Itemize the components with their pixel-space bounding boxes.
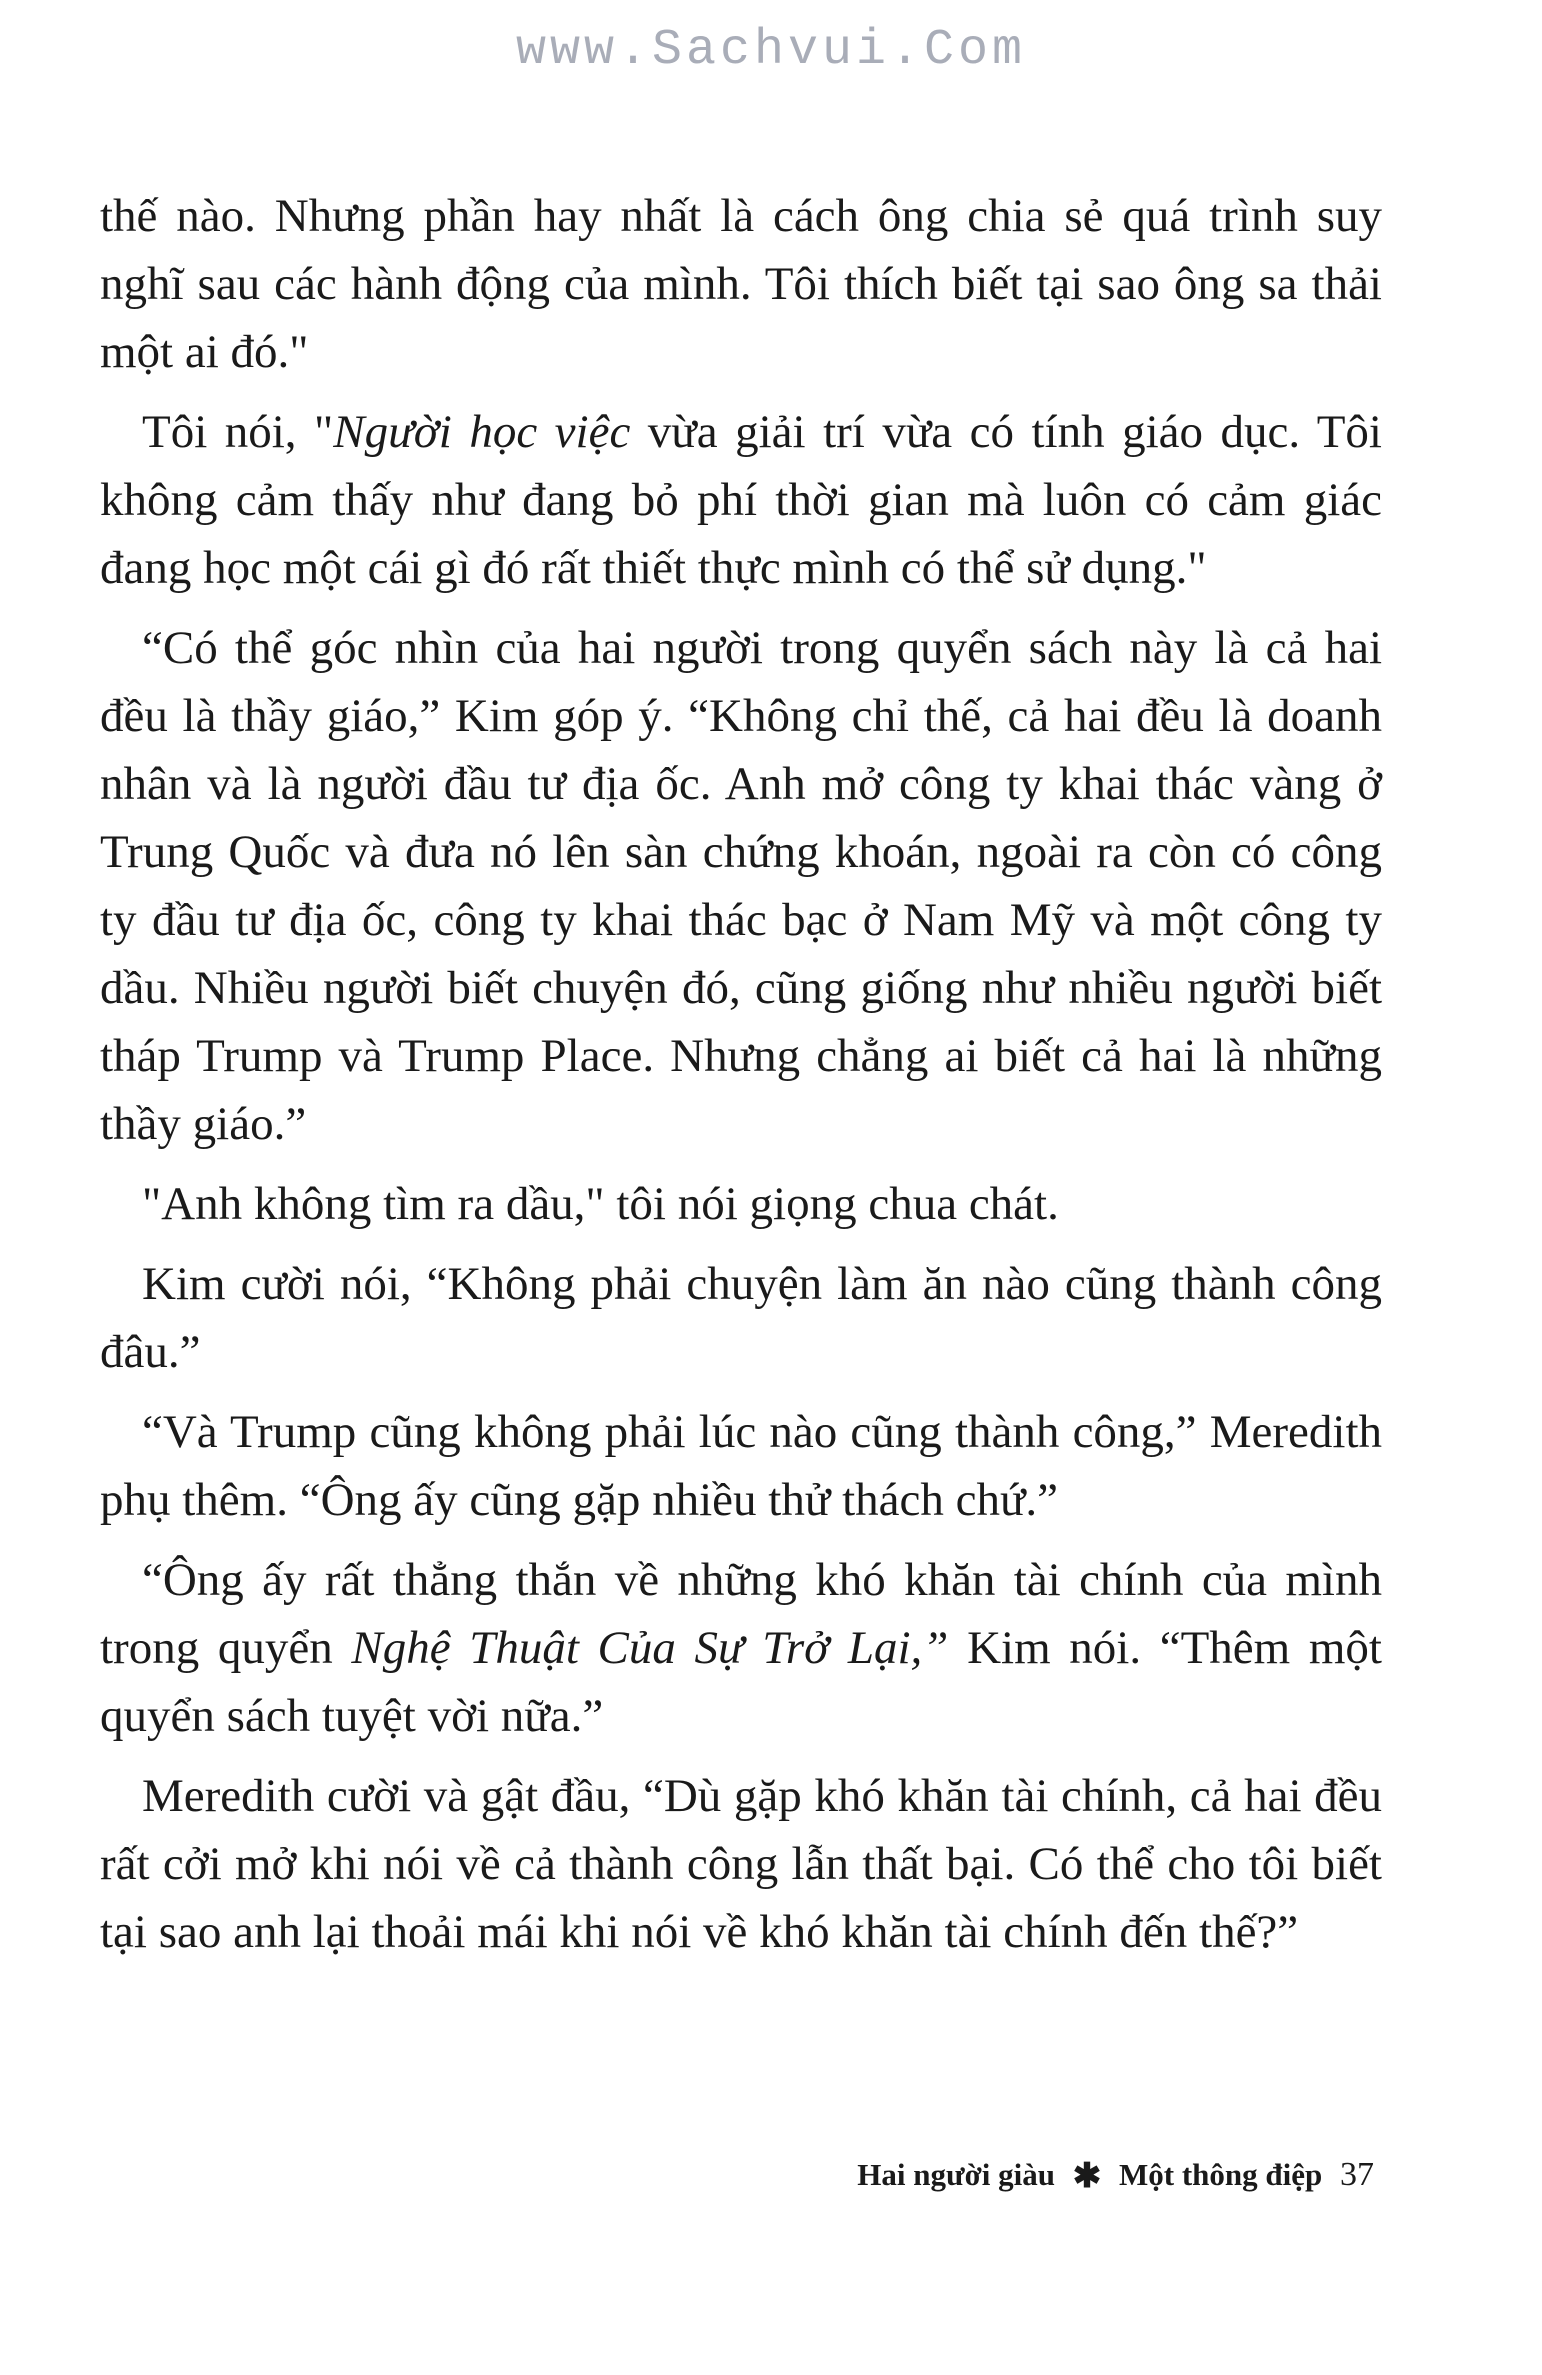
- paragraph-2-after: vừa giải trí vừa có tính giáo dục. Tôi không cảm thấy như đang bỏ phí thời gian mà luôn có cảm giác đang học một cái gì đó rất thiết thực mình có thể sử dụng.": [100, 406, 1382, 594]
- page-body: [100, 182, 1382, 1978]
- watermark: www.Sachvui.Com: [515, 22, 1027, 79]
- footer-left-title: Hai người giàu: [857, 2157, 1055, 2192]
- book-title-nguoi-hoc-viec: Người học việc: [333, 406, 631, 458]
- footer-right-title: Một thông điệp: [1119, 2157, 1323, 2192]
- asterisk-star-icon: ✱: [1072, 2158, 1102, 2195]
- paragraph-7-before: “Ông ấy rất thẳng thắn về những khó khăn tài chính của mình trong quyển: [100, 1554, 1382, 1674]
- page-number: 37: [1340, 2156, 1374, 2193]
- paragraph-5: Kim cười nói, “Không phải chuyện làm ăn nào cũng thành công đâu.”: [100, 1258, 1382, 1378]
- paragraph-7-after: Kim nói. “Thêm một quyển sách tuyệt vời nữa.”: [100, 1622, 1382, 1742]
- paragraph-8: Meredith cười và gật đầu, “Dù gặp khó khăn tài chính, cả hai đều rất cởi mở khi nói về cả thành công lẫn thất bại. Có thể cho tôi biết tại sao anh lại thoải mái khi nói về khó khăn tài chính đến thế?”: [100, 1770, 1382, 1958]
- paragraph-2-before: Tôi nói, ": [142, 406, 334, 458]
- paragraph-4: "Anh không tìm ra dầu," tôi nói giọng chua chát.: [142, 1178, 1059, 1230]
- paragraph-6: “Và Trump cũng không phải lúc nào cũng thành công,” Meredith phụ thêm. “Ông ấy cũng gặp nhiều thử thách chứ.”: [100, 1406, 1382, 1526]
- paragraph-1: thế nào. Nhưng phần hay nhất là cách ông chia sẻ quá trình suy nghĩ sau các hành động của mình. Tôi thích biết tại sao ông sa thải một ai đó.": [100, 190, 1382, 378]
- running-footer: [857, 2156, 1374, 2196]
- paragraph-7: [100, 1546, 1382, 1750]
- paragraph-3: “Có thể góc nhìn của hai người trong quyển sách này là cả hai đều là thầy giáo,” Kim góp ý. “Không chỉ thế, cả hai đều là doanh nhân và là người đầu tư địa ốc. Anh mở công ty khai thác vàng ở Trung Quốc và đưa nó lên sàn chứng khoán, ngoài ra còn có công ty đầu tư địa ốc, công ty khai thác bạc ở Nam Mỹ và một công ty dầu. Nhiều người biết chuyện đó, cũng giống như nhiều người biết tháp Trump và Trump Place. Nhưng chẳng ai biết cả hai là những thầy giáo.”: [100, 622, 1382, 1150]
- paragraph-2: [100, 398, 1382, 602]
- book-title-nghe-thuat: Nghệ Thuật Của Sự Trở Lại,”: [351, 1622, 949, 1674]
